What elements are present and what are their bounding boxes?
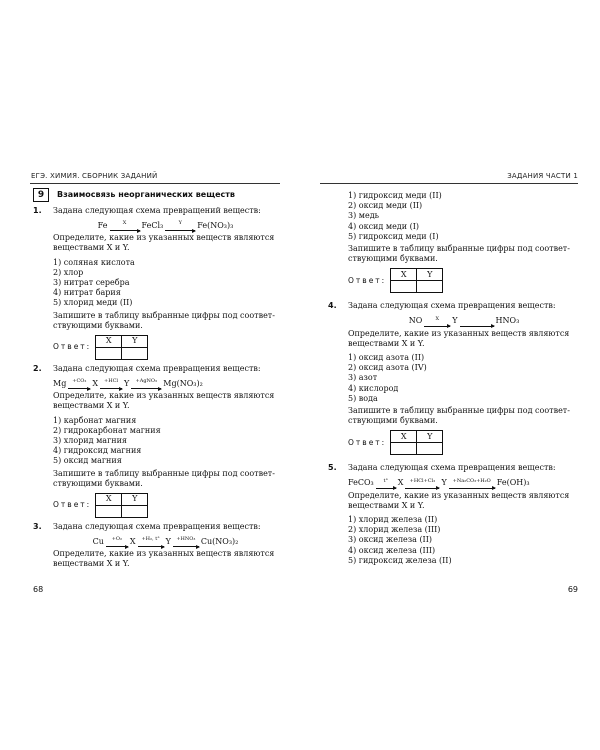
task-3-continued xyxy=(328,191,580,293)
task-intro: Задана следующая схема превращений веществ: xyxy=(53,206,261,215)
task-intro: Задана следующая схема превращения веществ: xyxy=(348,463,556,473)
task-number: 1. xyxy=(33,206,42,215)
scheme-substance: HNO₃ xyxy=(495,316,520,326)
scheme-substance: Mg(NO₃)₂ xyxy=(163,379,203,389)
option: 1) гидроксид меди (II) xyxy=(348,191,442,200)
scheme-substance: X xyxy=(92,379,99,389)
options-list xyxy=(348,353,580,404)
answer-cell-y[interactable] xyxy=(122,348,148,360)
answer-row xyxy=(53,493,278,518)
right-content xyxy=(328,191,580,566)
arrow-label: t° xyxy=(383,477,388,484)
answer-cell-x[interactable] xyxy=(96,348,122,360)
answer-cell-y[interactable] xyxy=(417,281,443,293)
scheme-substance: Fe xyxy=(97,221,108,230)
answer-table xyxy=(95,335,148,360)
reaction-scheme xyxy=(53,533,278,547)
arrow-label: +AgNO₃ xyxy=(135,378,158,385)
running-head-right: ЗАДАНИЯ ЧАСТИ 1 xyxy=(507,172,578,180)
scheme-substance: X xyxy=(129,537,136,547)
option: 4) оксид железа (III) xyxy=(348,545,436,555)
task-number: 4. xyxy=(328,301,337,311)
option: 5) гидроксид меди (I) xyxy=(348,231,439,241)
scheme-substance: FeCl₃ xyxy=(141,221,164,230)
answer-cell-y[interactable] xyxy=(417,443,443,455)
arrow-label: +HCl xyxy=(104,378,118,385)
section-title: Взаимосвязь неорганических веществ xyxy=(57,189,235,199)
option: 4) нитрат бария xyxy=(53,288,121,298)
reaction-arrow xyxy=(106,536,128,547)
task-instruction: Запишите в таблицу выбранные цифры под соответ-ствующими буквами. xyxy=(53,310,275,330)
answer-table xyxy=(390,430,443,455)
scheme-substance: Fe(OH)₃ xyxy=(496,478,530,488)
reaction-arrow xyxy=(449,478,495,489)
left-content xyxy=(33,188,278,570)
right-page xyxy=(300,0,600,750)
arrow-label: +HNO₃ xyxy=(176,536,196,543)
scheme-substance: Cu(NO₃)₂ xyxy=(200,537,239,547)
reaction-arrow xyxy=(405,478,439,489)
reaction-arrow xyxy=(100,378,122,389)
task-instruction: Запишите в таблицу выбранные цифры под соответ-ствующими буквами. xyxy=(53,468,275,488)
scheme-substance: Cu xyxy=(92,537,104,547)
arrow-label: +Na₂CO₃+H₂O xyxy=(452,477,491,484)
options-list xyxy=(53,258,278,309)
running-head-left: ЕГЭ. ХИМИЯ. СБОРНИК ЗАДАНИЙ xyxy=(31,172,158,180)
task-number: 2. xyxy=(33,364,42,374)
answer-col-header: Y xyxy=(417,431,443,443)
option: 2) хлорид железа (III) xyxy=(348,525,441,535)
scheme-substance: Y xyxy=(452,316,458,326)
option: 3) медь xyxy=(348,211,379,221)
task-question: Определите, какие из указанных веществ являются веществами X и Y. xyxy=(348,328,570,348)
reaction-scheme xyxy=(53,375,278,389)
arrow-label: +CO₂ xyxy=(72,378,87,385)
option: 1) хлорид железа (II) xyxy=(348,515,438,525)
page-number-left: 68 xyxy=(33,585,44,594)
reaction-scheme xyxy=(348,313,580,327)
task-intro: Задана следующая схема превращения веществ: xyxy=(53,364,261,374)
reaction-arrow xyxy=(173,536,199,547)
scheme-substance: Y xyxy=(124,379,130,389)
answer-cell-y[interactable] xyxy=(122,506,148,518)
reaction-arrow xyxy=(165,220,195,231)
reaction-arrow xyxy=(460,322,494,327)
task-number: 5. xyxy=(328,463,337,473)
task-3 xyxy=(33,522,278,570)
options-list xyxy=(348,191,580,242)
scheme-substance: Y xyxy=(165,537,171,547)
option: 3) азот xyxy=(348,373,378,383)
answer-row xyxy=(348,268,580,293)
arrow-label: Y xyxy=(178,220,182,227)
option: 4) кислород xyxy=(348,383,399,393)
reaction-arrow xyxy=(68,378,90,389)
answer-col-header: Y xyxy=(417,269,443,281)
answer-label: Ответ: xyxy=(348,437,387,447)
answer-table xyxy=(95,493,148,518)
option: 1) карбонат магния xyxy=(53,415,137,425)
option: 5) хлорид меди (II) xyxy=(53,298,133,308)
reaction-scheme xyxy=(348,475,580,489)
answer-cell-x[interactable] xyxy=(96,506,122,518)
answer-col-header: Y xyxy=(122,494,148,506)
options-list xyxy=(348,515,580,566)
scheme-substance: NO xyxy=(408,316,423,326)
task-intro: Задана следующая схема превращения веществ: xyxy=(53,522,261,532)
option: 2) гидрокарбонат магния xyxy=(53,425,161,435)
option: 5) гидроксид железа (II) xyxy=(348,555,452,565)
option: 4) гидроксид магния xyxy=(53,446,142,456)
scheme-substance: X xyxy=(397,478,404,488)
option: 4) оксид меди (I) xyxy=(348,221,420,231)
section-header xyxy=(33,188,278,202)
task-intro: Задана следующая схема превращения веществ: xyxy=(348,301,556,311)
option: 2) оксид меди (II) xyxy=(348,201,423,211)
answer-col-header: X xyxy=(96,336,122,348)
answer-label: Ответ: xyxy=(53,342,92,352)
task-instruction: Запишите в таблицу выбранные цифры под соответ-ствующими буквами. xyxy=(348,406,570,426)
option: 5) вода xyxy=(348,393,378,403)
answer-label: Ответ: xyxy=(348,275,387,285)
arrow-label: X xyxy=(122,220,127,227)
task-4 xyxy=(328,301,580,455)
answer-row xyxy=(348,430,580,455)
option: 1) соляная кислота xyxy=(53,257,135,267)
scheme-substance: FeCO₃ xyxy=(348,478,374,488)
reaction-arrow xyxy=(110,220,140,231)
task-instruction: Запишите в таблицу выбранные цифры под соответ-ствующими буквами. xyxy=(348,244,570,264)
arrow-label: +H₂, t° xyxy=(141,536,160,543)
answer-table xyxy=(390,268,443,293)
task-1 xyxy=(33,206,278,360)
scheme-substance: Mg xyxy=(53,379,67,389)
task-number: 3. xyxy=(33,522,42,532)
task-5 xyxy=(328,463,580,566)
answer-col-header: Y xyxy=(122,336,148,348)
section-number: 9 xyxy=(33,188,49,202)
option: 1) оксид азота (II) xyxy=(348,353,425,363)
reaction-scheme xyxy=(53,217,278,231)
option: 2) оксид азота (IV) xyxy=(348,363,427,373)
reaction-arrow xyxy=(131,378,161,389)
scheme-substance: Y xyxy=(441,478,447,488)
option: 3) оксид железа (II) xyxy=(348,535,432,545)
task-2 xyxy=(33,364,278,518)
option: 3) нитрат серебра xyxy=(53,278,130,288)
task-question: Определите, какие из указанных веществ являются веществами X и Y. xyxy=(53,391,275,411)
header-rule-right xyxy=(320,183,578,184)
scheme-substance: Fe(NO₃)₃ xyxy=(197,221,234,230)
task-question: Определите, какие из указанных веществ являются веществами X и Y. xyxy=(348,490,570,510)
answer-cell-x[interactable] xyxy=(391,281,417,293)
reaction-arrow xyxy=(138,536,164,547)
arrow-label: +O₂ xyxy=(111,536,123,543)
answer-label: Ответ: xyxy=(53,500,92,510)
task-question: Определите, какие из указанных веществ являются веществами X и Y. xyxy=(53,549,275,569)
answer-col-header: X xyxy=(96,494,122,506)
header-rule-left xyxy=(30,183,280,184)
reaction-arrow xyxy=(424,316,450,327)
option: 2) хлор xyxy=(53,267,84,277)
page-number-right: 69 xyxy=(567,585,578,594)
option: 3) хлорид магния xyxy=(53,436,127,446)
answer-cell-x[interactable] xyxy=(391,443,417,455)
reaction-arrow xyxy=(376,478,396,489)
answer-col-header: X xyxy=(391,431,417,443)
arrow-label: X xyxy=(435,315,440,322)
options-list xyxy=(53,416,278,467)
answer-col-header: X xyxy=(391,269,417,281)
arrow-label: +HCl+Cl₂ xyxy=(409,477,436,484)
answer-row xyxy=(53,335,278,360)
task-question: Определите, какие из указанных веществ являются веществами X и Y. xyxy=(53,233,275,253)
option: 5) оксид магния xyxy=(53,456,122,466)
